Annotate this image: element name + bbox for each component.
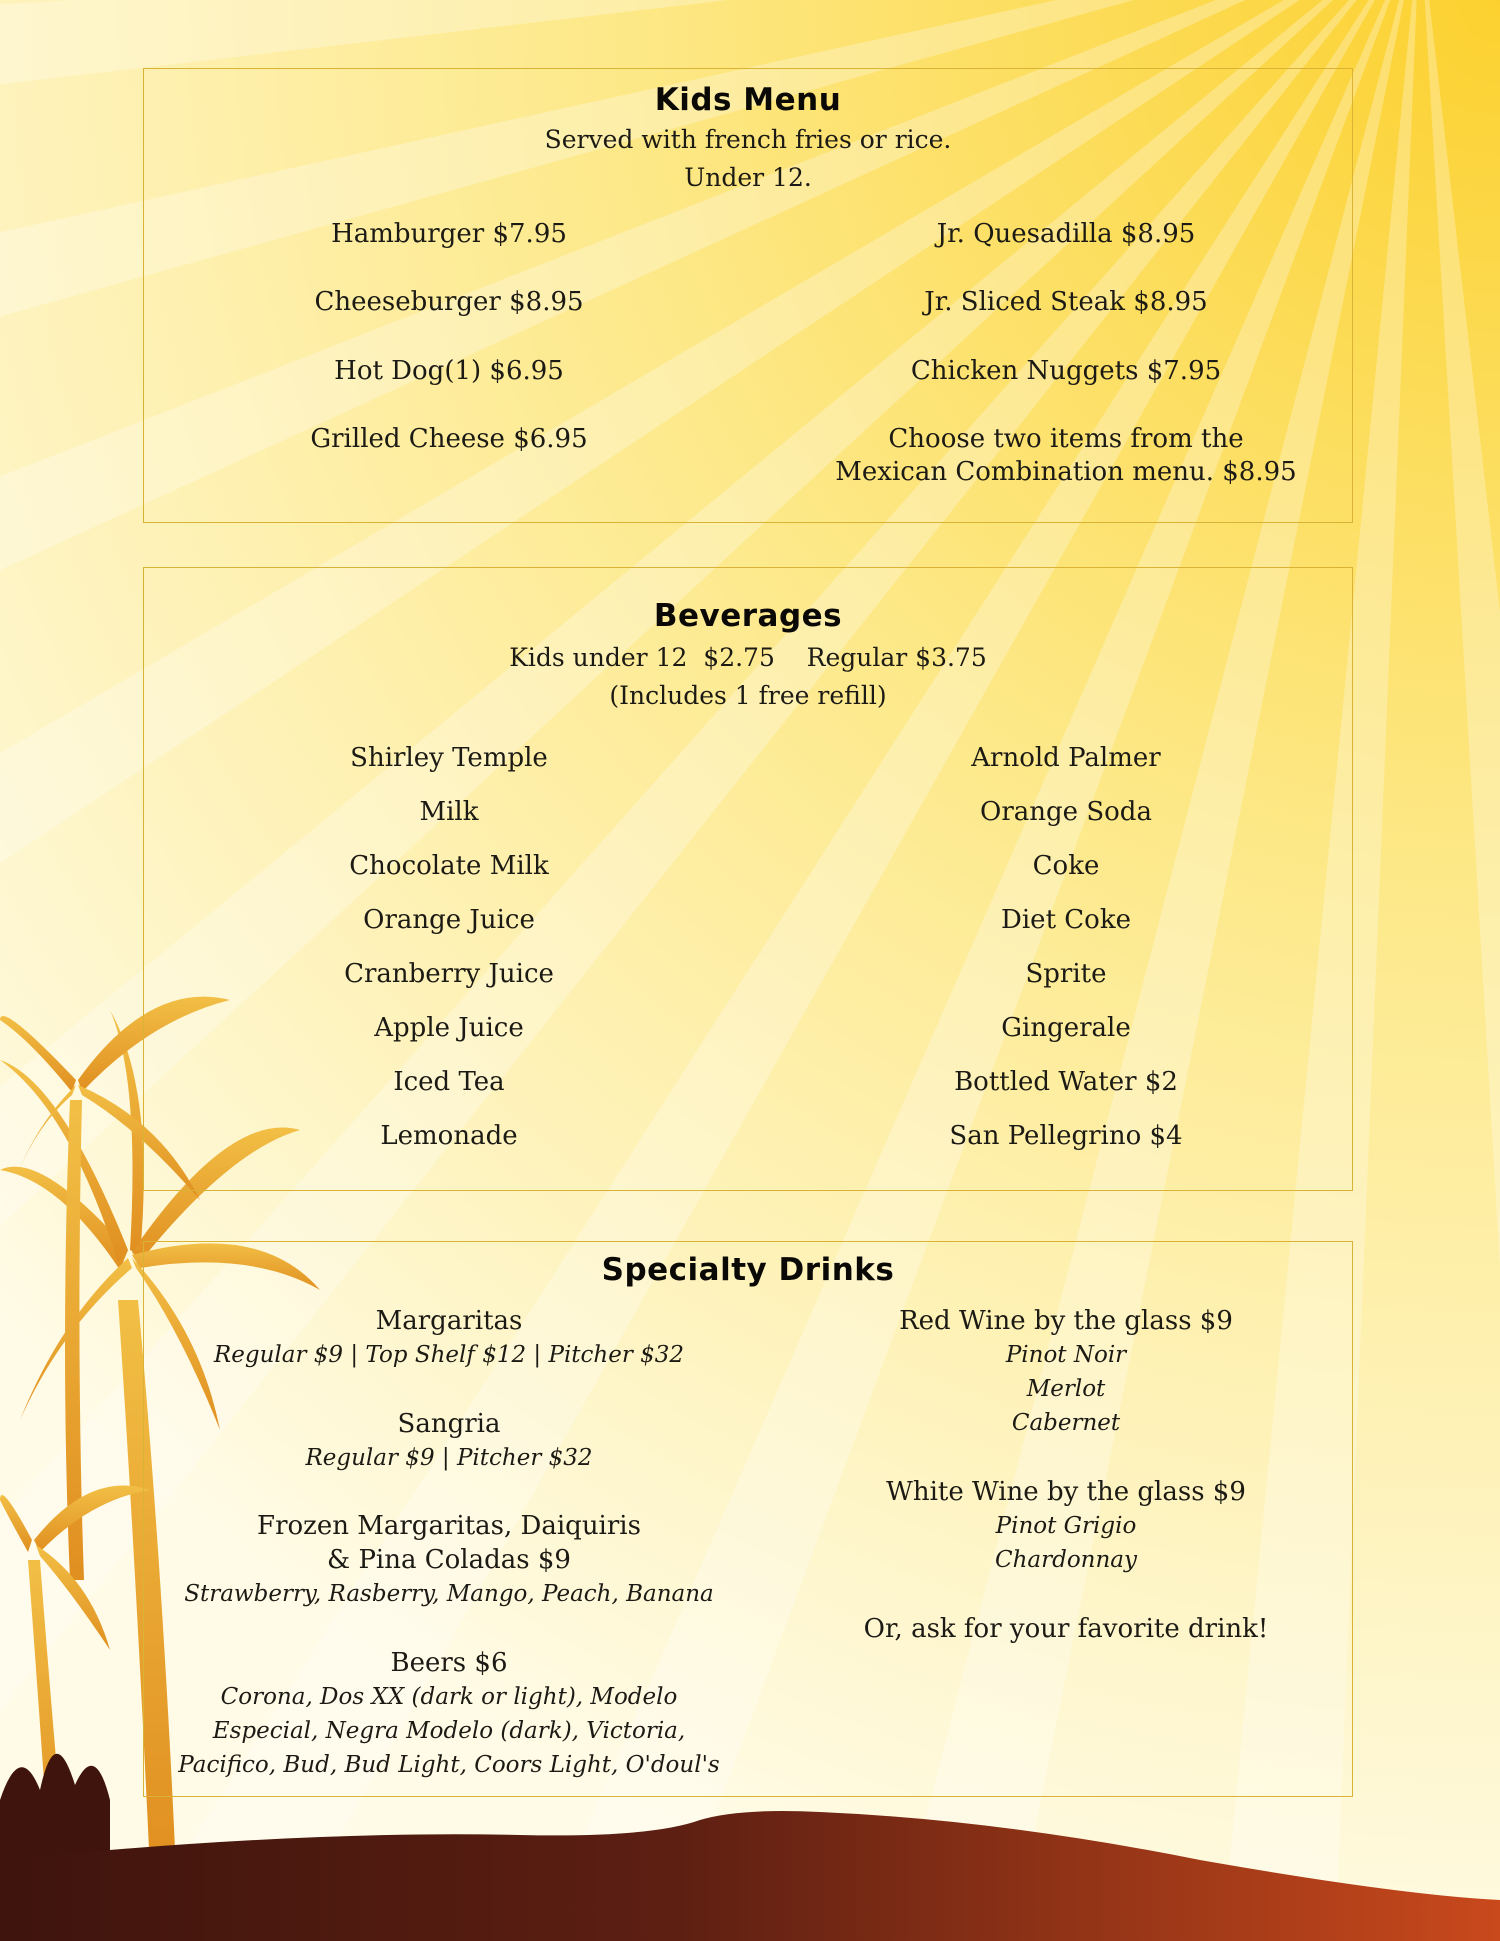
- menu-item: Chicken Nuggets $7.95: [910, 356, 1222, 386]
- beverage-item: Diet Coke: [1001, 905, 1131, 935]
- beverage-item: Cranberry Juice: [344, 959, 554, 989]
- combo-line-2: Mexican Combination menu. $8.95: [835, 457, 1297, 487]
- margaritas-name: Margaritas: [375, 1306, 523, 1336]
- frozen-drinks-flavors: Strawberry, Rasberry, Mango, Peach, Banana: [184, 1581, 714, 1607]
- sangria-prices: Regular $9 | Pitcher $32: [305, 1445, 593, 1471]
- red-wine-name: Red Wine by the glass $9: [899, 1306, 1233, 1336]
- frozen-drinks-block: [159, 1509, 739, 1611]
- sangria-block: [159, 1407, 739, 1475]
- red-wine-block: [786, 1304, 1346, 1440]
- kids-menu-title: Kids Menu: [654, 82, 842, 118]
- kids-menu-panel: [143, 68, 1353, 523]
- white-wine-block: [786, 1475, 1346, 1577]
- sangria-name: Sangria: [397, 1409, 501, 1439]
- menu-item: Cheeseburger $8.95: [314, 287, 584, 317]
- menu-item: Jr. Sliced Steak $8.95: [924, 287, 1208, 317]
- beverage-item: Apple Juice: [374, 1013, 524, 1043]
- beverage-item: Orange Soda: [980, 797, 1152, 827]
- margaritas-prices: Regular $9 | Top Shelf $12 | Pitcher $32: [213, 1342, 685, 1368]
- beers-list-3: Pacifico, Bud, Bud Light, Coors Light, O'doul's: [178, 1752, 720, 1778]
- menu-item: Grilled Cheese $6.95: [310, 424, 588, 454]
- frozen-drinks-name-1: Frozen Margaritas, Daiquiris: [257, 1511, 641, 1541]
- margaritas-block: [159, 1304, 739, 1372]
- beverage-item: Arnold Palmer: [971, 743, 1161, 773]
- frozen-drinks-name-2: & Pina Coladas $9: [327, 1545, 571, 1575]
- beverage-item: Orange Juice: [363, 905, 535, 935]
- wine-variety: Chardonnay: [994, 1547, 1138, 1573]
- beers-name: Beers $6: [390, 1648, 508, 1678]
- wine-variety: Merlot: [1026, 1376, 1106, 1402]
- beverage-item: San Pellegrino $4: [949, 1121, 1183, 1151]
- kids-menu-subtitle: Served with french fries or rice.: [544, 125, 952, 154]
- beverage-item: Lemonade: [380, 1121, 518, 1151]
- kids-menu-age-note: Under 12.: [684, 163, 812, 192]
- beverages-panel: [143, 567, 1353, 1191]
- menu-item: Jr. Quesadilla $8.95: [936, 219, 1196, 249]
- menu-item: Hamburger $7.95: [331, 219, 567, 249]
- beverage-item: Chocolate Milk: [349, 851, 549, 881]
- beers-list-1: Corona, Dos XX (dark or light), Modelo: [220, 1684, 678, 1710]
- beverage-item: Shirley Temple: [350, 743, 548, 773]
- wine-variety: Pinot Grigio: [995, 1513, 1137, 1539]
- beverage-item: Bottled Water $2: [954, 1067, 1178, 1097]
- beverage-item: Iced Tea: [393, 1067, 505, 1097]
- beers-block: [159, 1646, 739, 1782]
- beverage-item: Gingerale: [1001, 1013, 1131, 1043]
- beverages-title: Beverages: [653, 598, 843, 634]
- beers-list-2: Especial, Negra Modelo (dark), Victoria,: [212, 1718, 686, 1744]
- wine-variety: Cabernet: [1011, 1410, 1121, 1436]
- beverage-item: Milk: [419, 797, 479, 827]
- specialty-drinks-panel: [143, 1241, 1353, 1797]
- beverages-refill-note: (Includes 1 free refill): [609, 681, 887, 710]
- beverages-price-line: Kids under 12 $2.75 Regular $3.75: [509, 643, 987, 672]
- beverage-item: Coke: [1032, 851, 1100, 881]
- white-wine-name: White Wine by the glass $9: [886, 1477, 1246, 1507]
- combo-line-1: Choose two items from the: [888, 424, 1244, 454]
- closing-note: Or, ask for your favorite drink!: [863, 1614, 1269, 1644]
- menu-item: Hot Dog(1) $6.95: [334, 356, 564, 386]
- wine-variety: Pinot Noir: [1005, 1342, 1127, 1368]
- specialty-drinks-title: Specialty Drinks: [601, 1252, 895, 1288]
- beverage-item: Sprite: [1025, 959, 1107, 989]
